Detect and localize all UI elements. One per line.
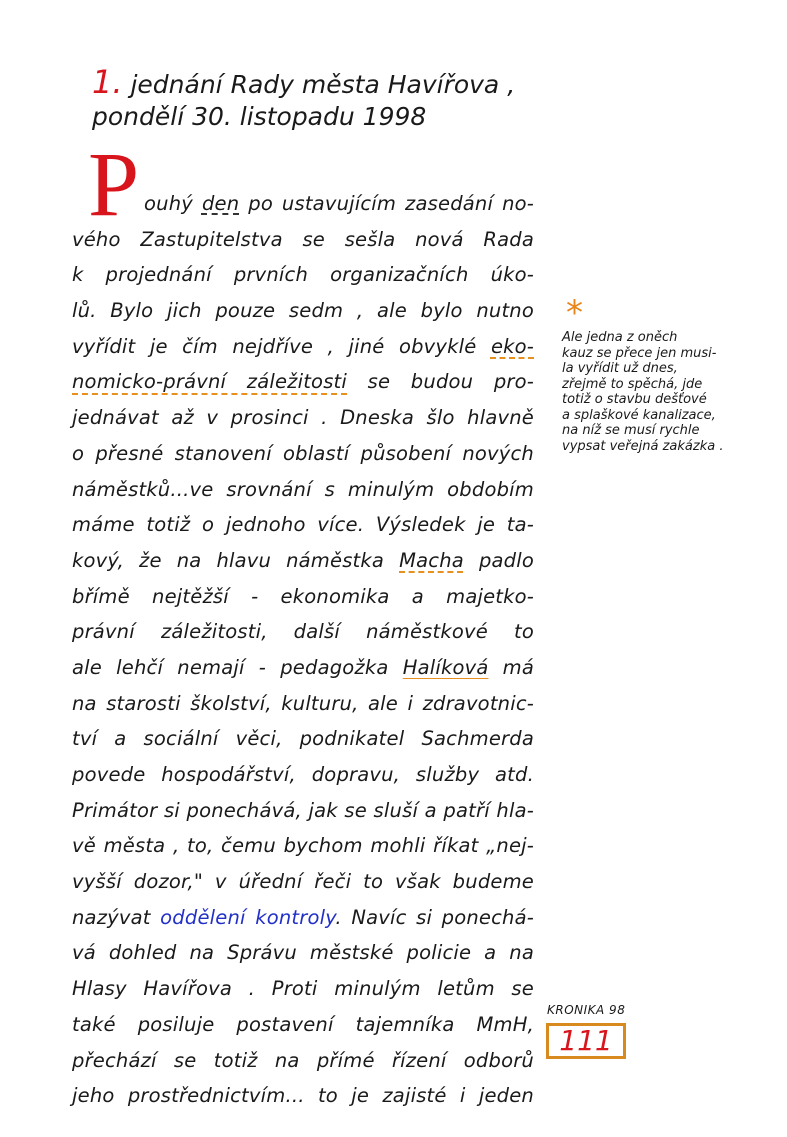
text-segment: povede hospodářství, dopravu, služby atd. [72,763,534,786]
text-line [72,1078,534,1114]
side-note-line: Ale jedna z oněch [562,330,678,345]
text-segment: padlo [463,548,534,572]
text-line [72,1043,534,1079]
text-segment: Hlasy Havířova . Proti minulým letům se [72,977,534,1001]
highlighted-text: Halíková [402,655,489,679]
drop-cap: P [88,133,140,235]
side-note-line: na níž se musí rychle [562,423,700,438]
text-line [72,900,534,936]
text-line [72,400,534,436]
text-line [72,793,534,829]
side-note-line: vypsat veřejná zakázka . [562,438,724,454]
text-segment: k projednání prvních organizačních úko- [72,263,534,287]
text-segment: lů. Bylo jich pouze sedm , ale bylo nutno [72,299,534,323]
text-line [72,650,534,686]
text-line [72,935,534,971]
text-segment: vyřídit je čím nejdříve , jiné obvyklé [72,334,491,358]
text-segment: máme totiž o jednoho více. Výsledek je ta- [72,513,534,537]
text-segment: ale lehčí nemají - pedagožka [72,655,403,679]
text-segment: vá dohled na Správu městské policie a na [72,941,534,965]
text-segment: po ustavujícím zasedání no- [239,192,534,215]
entry-number: 1. [92,63,123,101]
text-segment: na starosti školství, kulturu, ale i zdravotnic- [72,691,534,715]
text-segment: ouhý [144,192,202,215]
text-segment: vě města , to, čemu bychom mohli říkat „nej- [72,834,534,858]
text-segment: vyšší dozor," v úřední řeči to však budeme [72,870,534,894]
page-number: 111 [546,1023,626,1059]
text-segment: břímě nejtěžší - ekonomika a majetko- [72,584,534,608]
text-segment: právní záležitosti, další náměstkové to [72,620,534,644]
text-line [72,329,534,365]
text-line [72,686,534,722]
text-line [72,186,534,222]
text-segment: jednávat až v prosinci . Dneska šlo hlavně [72,406,534,430]
text-line [72,543,534,579]
text-line [72,757,534,793]
entry-heading [92,63,516,133]
heading-line-1 [92,63,516,101]
text-segment: tví a sociální věci, podnikatel Sachmerda [72,727,534,751]
heading-line-2: pondělí 30. listopadu 1998 [92,102,427,131]
text-segment: o přesné stanovení oblastí působení nových [72,441,534,465]
text-line [72,1007,534,1043]
text-segment: přechází se totiž na přímé řízení odborů [72,1048,534,1072]
text-line [72,614,534,650]
text-line [72,257,534,293]
text-segment: kový, že na hlavu náměstka [72,548,400,572]
text-segment: . Navíc si ponechá- [335,905,534,929]
text-line [72,222,534,258]
highlighted-text: eko- [490,334,534,358]
heading-text: jednání Rady města Havířova , [122,70,516,99]
text-segment: náměstků...ve srovnání s minulým obdobím [72,477,534,501]
text-line [72,507,534,543]
text-segment: má [488,655,535,679]
text-line [72,472,534,508]
asterisk-marker: * [566,293,583,333]
text-line [72,721,534,757]
text-line [72,579,534,615]
highlighted-text: den [201,192,240,215]
text-segment: Primátor si ponechává, jak se sluší a patří hla- [72,798,534,822]
text-segment: také posiluje postavení tajemníka MmH, [72,1012,534,1036]
text-segment: jeho prostřednictvím... to je zajisté i jeden [72,1084,534,1108]
highlighted-text: Macha [399,548,464,572]
text-line [72,436,534,472]
text-segment: vého Zastupitelstva se sešla nová Rada [72,227,534,251]
text-line [72,364,534,400]
text-line [72,293,534,329]
side-note-line: totiž o stavbu dešťové [562,392,707,407]
side-note [562,330,772,454]
text-segment: nazývat [72,905,161,929]
text-line [72,828,534,864]
highlighted-text: oddělení kontroly [160,905,336,929]
text-segment: se budou pro- [347,370,534,394]
text-line [72,971,534,1007]
side-note-line: a splaškové kanalizace, [562,407,716,423]
chronicle-label: KRONIKA 98 [547,1003,626,1017]
highlighted-text: nomicko-právní záležitosti [72,370,348,394]
text-line [72,864,534,900]
side-note-line: kauz se přece jen musi- [562,345,717,361]
body-text [72,186,534,1114]
side-note-line: la vyřídit už dnes, [562,361,678,376]
side-note-line: zřejmě to spěchá, jde [562,376,703,392]
